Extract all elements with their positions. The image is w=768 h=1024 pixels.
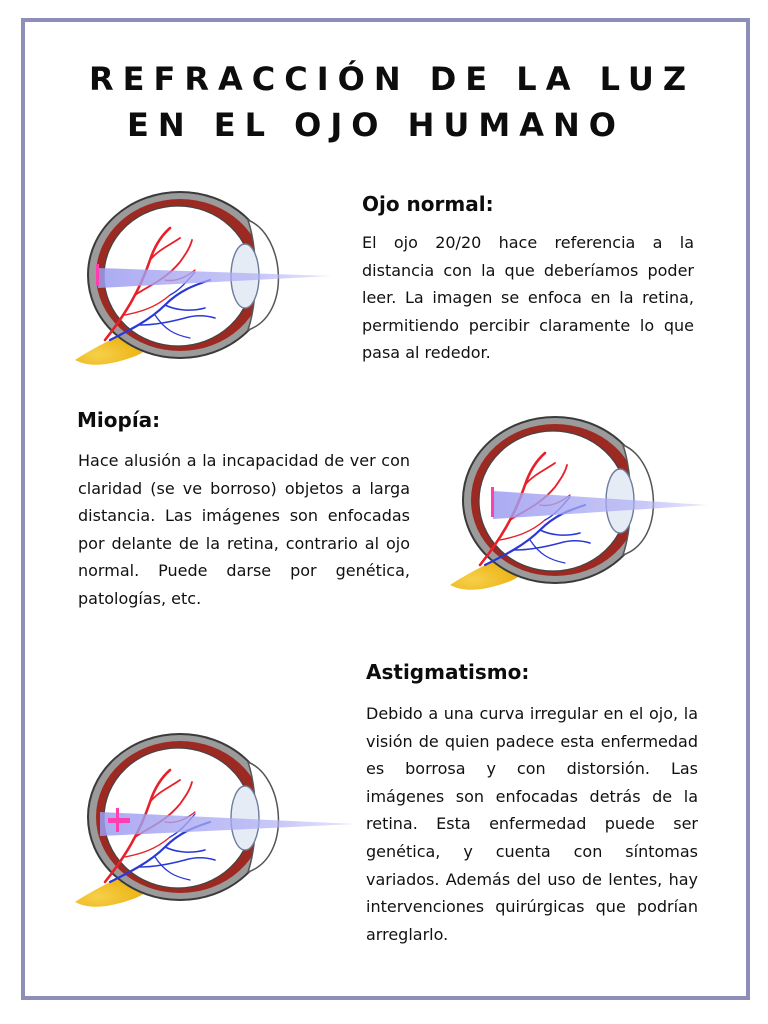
page-title-line-1: REFRACCIÓN DE LA LUZ <box>88 60 696 98</box>
section-heading-normal: Ojo normal: <box>362 192 494 216</box>
eye-normal-focus-diagram <box>70 190 340 370</box>
eye-myopia-focus-diagram <box>445 415 715 595</box>
section-text-myopia: Hace alusión a la incapacidad de ver con claridad (se ve borroso) objetos a larga distancia. Las imágenes son enfocadas por delante de la retina, contrario al ojo normal. Puede darse por genética, patologías, etc. <box>78 451 410 608</box>
page-title-line-2: EN EL OJO HUMANO <box>127 106 625 144</box>
section-text-normal: El ojo 20/20 hace referencia a la distancia con la que deberíamos poder leer. La imagen se enfoca en la retina, permitiendo percibir claramente lo que pasa al rededor. <box>362 233 694 363</box>
section-text-astigmatism: Debido a una curva irregular en el ojo, la visión de quien padece esta enfermedad es borrosa y con distorsión. Las imágenes son enfocadas detrás de la retina. Esta enfermedad puede ser genética, y cuenta con síntomas variados. Además del uso de lentes, hay intervenciones quirúrgicas que podrían arreglarlo. <box>366 704 698 944</box>
section-heading-astigmatism: Astigmatismo: <box>366 660 530 684</box>
eye-astigmatism-focus-diagram <box>70 732 360 912</box>
section-heading-myopia: Miopía: <box>77 408 161 432</box>
